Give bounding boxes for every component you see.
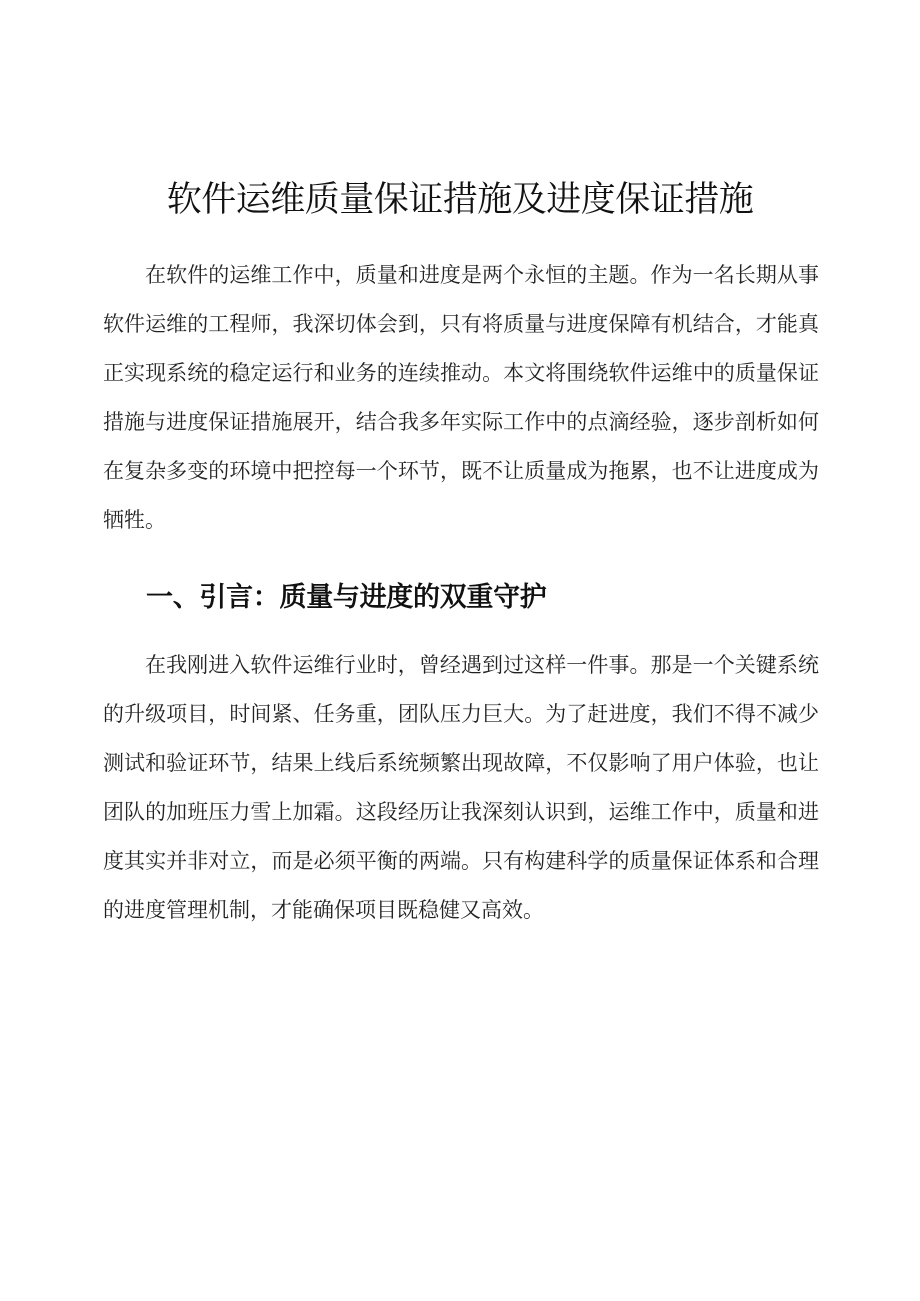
section-heading-introduction: 一、引言：质量与进度的双重守护 <box>146 582 547 613</box>
intro-paragraph: 在软件的运维工作中，质量和进度是两个永恒的主题。作为一名长期从事软件运维的工程师，我深切体会到，只有将质量与进度保障有机结合，才能真正实现系统的稳定运行和业务的连续推动。本文将围绕软件运维中的质量保证措施与进度保证措施展开，结合我多年实际工作中的点滴经验，逐步剖析如何在复杂多变的环境中把控每一个环节，既不让质量成为拖累，也不让进度成为牺牲。 <box>103 263 819 532</box>
section-paragraph: 在我刚进入软件运维行业时，曾经遇到过这样一件事。那是一个关键系统的升级项目，时间紧、任务重，团队压力巨大。为了赶进度，我们不得不减少测试和验证环节，结果上线后系统频繁出现故障，不仅影响了用户体验，也让团队的加班压力雪上加霜。这段经历让我深刻认识到，运维工作中，质量和进度其实并非对立，而是必须平衡的两端。只有构建科学的质量保证体系和合理的进度管理机制，才能确保项目既稳健又高效。 <box>103 653 819 922</box>
document-title: 软件运维质量保证措施及进度保证措施 <box>166 180 754 220</box>
